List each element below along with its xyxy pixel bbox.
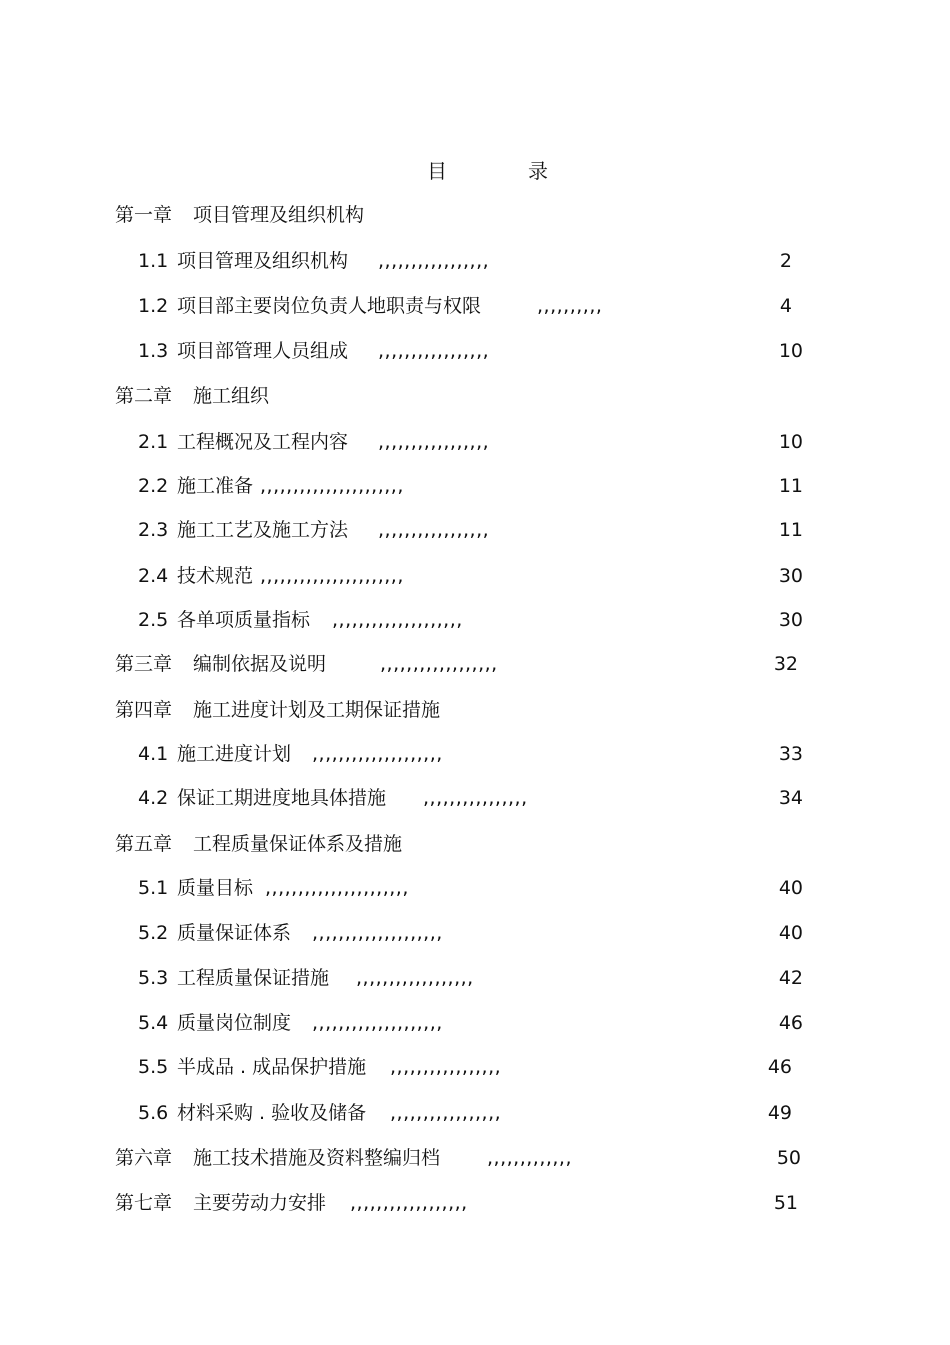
toc-leader-dots: ,,,,,,,,,,,,,,,,,,: [350, 1192, 468, 1214]
toc-entry-number: 1.2: [138, 295, 169, 317]
toc-page-number: 49: [767, 1102, 792, 1124]
toc-entry-title: 施工工艺及施工方法: [177, 519, 349, 541]
toc-leader-dots: ,,,,,,,,,,,,,,,,,,,,,,: [260, 475, 404, 497]
toc-page-number: 30: [778, 609, 803, 631]
toc-section-row[interactable]: [0, 918, 950, 948]
toc-entry-title: 工程质量保证体系及措施: [193, 833, 403, 855]
toc-entry-title: 保证工期进度地具体措施: [177, 787, 387, 809]
toc-page-number: 4: [779, 295, 792, 317]
toc-leader-dots: ,,,,,,,,,,,,,,,,,: [378, 250, 490, 272]
toc-chapter-row[interactable]: [0, 1143, 950, 1173]
toc-leader-dots: ,,,,,,,,,,,,,,,,,,,,,,: [260, 565, 404, 587]
toc-page-number: 51: [773, 1192, 798, 1214]
toc-entry-number: 1.1: [138, 250, 169, 272]
toc-entry-title: 施工技术措施及资料整编归档: [193, 1147, 441, 1169]
toc-leader-dots: ,,,,,,,,,,,,,: [487, 1147, 573, 1169]
toc-entry-number: 第五章: [115, 833, 173, 855]
toc-section-row[interactable]: [0, 873, 950, 903]
toc-section-row[interactable]: [0, 561, 950, 591]
toc-title-char-2: 录: [528, 159, 548, 183]
toc-entry-title: 施工进度计划: [177, 743, 292, 765]
toc-page-number: 33: [778, 743, 803, 765]
toc-entry-number: 1.3: [138, 340, 169, 362]
toc-entry-title: 项目部管理人员组成: [177, 340, 349, 362]
toc-page-number: 10: [778, 340, 803, 362]
toc-section-row[interactable]: [0, 515, 950, 545]
toc-leader-dots: ,,,,,,,,,,,,,,,,: [423, 787, 528, 809]
toc-entry-title: 材料采购 . 验收及储备: [177, 1102, 367, 1124]
toc-page-number: 2: [779, 250, 792, 272]
toc-section-row[interactable]: [0, 291, 950, 321]
toc-page-number: 46: [767, 1056, 792, 1078]
toc-section-row[interactable]: [0, 336, 950, 366]
toc-section-row[interactable]: [0, 783, 950, 813]
toc-section-row[interactable]: [0, 1008, 950, 1038]
toc-entry-title: 编制依据及说明: [193, 653, 327, 675]
toc-entry-number: 2.5: [138, 609, 169, 631]
toc-entry-title: 主要劳动力安排: [193, 1192, 327, 1214]
toc-leader-dots: ,,,,,,,,,,,,,,,,,: [378, 340, 490, 362]
toc-entry-title: 技术规范: [177, 565, 254, 587]
toc-entry-title: 项目管理及组织机构: [193, 204, 365, 226]
toc-page-number: 11: [778, 519, 803, 541]
toc-entry-number: 第七章: [115, 1192, 173, 1214]
toc-section-row[interactable]: [0, 471, 950, 501]
toc-page-number: 10: [778, 431, 803, 453]
toc-leader-dots: ,,,,,,,,,,,,,,,,,,,,: [312, 922, 443, 944]
toc-entry-number: 5.4: [138, 1012, 169, 1034]
toc-page-number: 34: [778, 787, 803, 809]
toc-leader-dots: ,,,,,,,,,,,,,,,,,,,,: [312, 743, 443, 765]
toc-page-number: 30: [778, 565, 803, 587]
toc-leader-dots: ,,,,,,,,,,,,,,,,,,: [356, 967, 474, 989]
toc-leader-dots: ,,,,,,,,,,: [537, 295, 603, 317]
toc-leader-dots: ,,,,,,,,,,,,,,,,,,: [380, 653, 498, 675]
toc-leader-dots: ,,,,,,,,,,,,,,,,,: [390, 1056, 502, 1078]
toc-leader-dots: ,,,,,,,,,,,,,,,,,: [378, 431, 490, 453]
toc-section-row[interactable]: [0, 963, 950, 993]
toc-title-char-1: 目: [427, 159, 447, 183]
toc-entry-number: 2.2: [138, 475, 169, 497]
toc-section-row[interactable]: [0, 739, 950, 769]
toc-leader-dots: ,,,,,,,,,,,,,,,,,: [390, 1102, 502, 1124]
toc-chapter-row[interactable]: [0, 381, 950, 411]
toc-section-row[interactable]: [0, 1098, 950, 1128]
toc-entry-title: 工程质量保证措施: [177, 967, 330, 989]
toc-entry-number: 第一章: [115, 204, 173, 226]
toc-chapter-row[interactable]: [0, 695, 950, 725]
toc-page-number: 40: [778, 922, 803, 944]
toc-entry-number: 2.4: [138, 565, 169, 587]
toc-entry-title: 项目部主要岗位负责人地职责与权限: [177, 295, 482, 317]
toc-page-number: 42: [778, 967, 803, 989]
toc-entry-number: 第六章: [115, 1147, 173, 1169]
toc-entry-number: 2.1: [138, 431, 169, 453]
toc-entry-number: 第三章: [115, 653, 173, 675]
toc-page-number: 50: [776, 1147, 801, 1169]
toc-entry-title: 质量目标: [177, 877, 254, 899]
toc-leader-dots: ,,,,,,,,,,,,,,,,,: [378, 519, 490, 541]
toc-section-row[interactable]: [0, 605, 950, 635]
toc-entry-number: 第二章: [115, 385, 173, 407]
toc-chapter-row[interactable]: [0, 829, 950, 859]
toc-entry-number: 5.5: [138, 1056, 169, 1078]
toc-entry-title: 各单项质量指标: [177, 609, 311, 631]
toc-title: [0, 156, 950, 186]
toc-entry-number: 2.3: [138, 519, 169, 541]
toc-entry-title: 工程概况及工程内容: [177, 431, 349, 453]
toc-entry-title: 施工进度计划及工期保证措施: [193, 699, 441, 721]
toc-section-row[interactable]: [0, 246, 950, 276]
toc-chapter-row[interactable]: [0, 200, 950, 230]
toc-entry-number: 5.6: [138, 1102, 169, 1124]
toc-leader-dots: ,,,,,,,,,,,,,,,,,,,,: [312, 1012, 443, 1034]
toc-entry-title: 半成品 . 成品保护措施: [177, 1056, 367, 1078]
toc-entry-title: 施工组织: [193, 385, 270, 407]
toc-page-number: 32: [773, 653, 798, 675]
toc-entry-number: 4.2: [138, 787, 169, 809]
toc-chapter-row[interactable]: [0, 649, 950, 679]
toc-leader-dots: ,,,,,,,,,,,,,,,,,,,,,,: [265, 877, 409, 899]
toc-chapter-row[interactable]: [0, 1188, 950, 1218]
toc-page-number: 40: [778, 877, 803, 899]
toc-section-row[interactable]: [0, 1052, 950, 1082]
toc-entry-title: 质量保证体系: [177, 922, 292, 944]
toc-entry-title: 质量岗位制度: [177, 1012, 292, 1034]
toc-entry-title: 施工准备: [177, 475, 254, 497]
toc-page-number: 11: [778, 475, 803, 497]
toc-entry-number: 5.2: [138, 922, 169, 944]
toc-entry-number: 5.1: [138, 877, 169, 899]
toc-entry-number: 5.3: [138, 967, 169, 989]
toc-page-number: 46: [778, 1012, 803, 1034]
toc-entry-number: 4.1: [138, 743, 169, 765]
toc-entry-number: 第四章: [115, 699, 173, 721]
toc-entry-title: 项目管理及组织机构: [177, 250, 349, 272]
toc-leader-dots: ,,,,,,,,,,,,,,,,,,,,: [332, 609, 463, 631]
toc-section-row[interactable]: [0, 427, 950, 457]
